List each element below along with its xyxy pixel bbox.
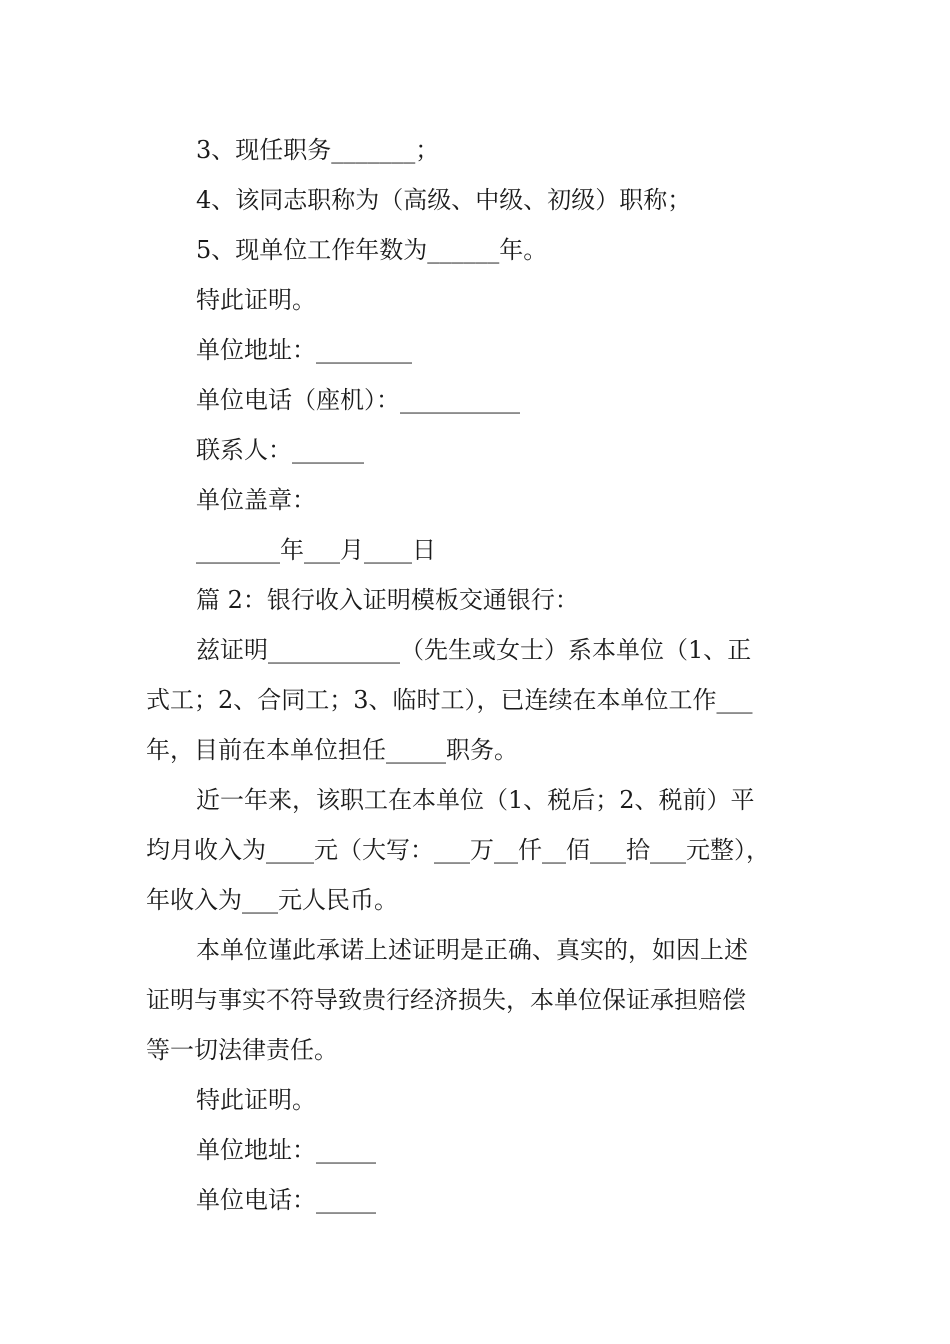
- paragraph-line: 本单位谨此承诺上述证明是正确、真实的，如因上述: [196, 936, 748, 964]
- unit-phone-line: 单位电话（座机）：__________: [196, 386, 520, 414]
- unit-address-line: 单位地址：_____: [196, 1136, 376, 1164]
- item-work-years: 5、现单位工作年数为______年。: [196, 236, 548, 264]
- unit-address-line: 单位地址：________: [196, 336, 412, 364]
- paragraph-line: 年收入为___元人民币。: [146, 886, 398, 914]
- unit-seal-line: 单位盖章：: [196, 486, 316, 514]
- section-heading: 篇 2：银行收入证明模板交通银行：: [196, 586, 579, 614]
- paragraph-line: 近一年来，该职工在本单位（1、税后；2、税前）平: [196, 786, 755, 814]
- paragraph-line: 证明与事实不符导致贵行经济损失，本单位保证承担赔偿: [146, 986, 746, 1014]
- paragraph-line: 均月收入为____元（大写：___万__仟__佰___拾___元整），: [146, 836, 770, 864]
- contact-person-line: 联系人：______: [196, 436, 364, 464]
- paragraph-line: 式工；2、合同工；3、临时工），已连续在本单位工作___: [146, 686, 753, 714]
- paragraph-line: 年，目前在本单位担任_____职务。: [146, 736, 518, 764]
- closing-statement: 特此证明。: [196, 286, 316, 314]
- closing-statement: 特此证明。: [196, 1086, 316, 1114]
- paragraph-line: 等一切法律责任。: [146, 1036, 338, 1064]
- item-current-position: 3、现任职务_______；: [196, 136, 440, 164]
- paragraph-line: 兹证明___________（先生或女士）系本单位（1、正: [196, 636, 752, 664]
- date-line: _______年___月____日: [196, 536, 436, 564]
- item-title-level: 4、该同志职称为（高级、中级、初级）职称；: [196, 186, 692, 214]
- unit-phone-line: 单位电话：_____: [196, 1186, 376, 1214]
